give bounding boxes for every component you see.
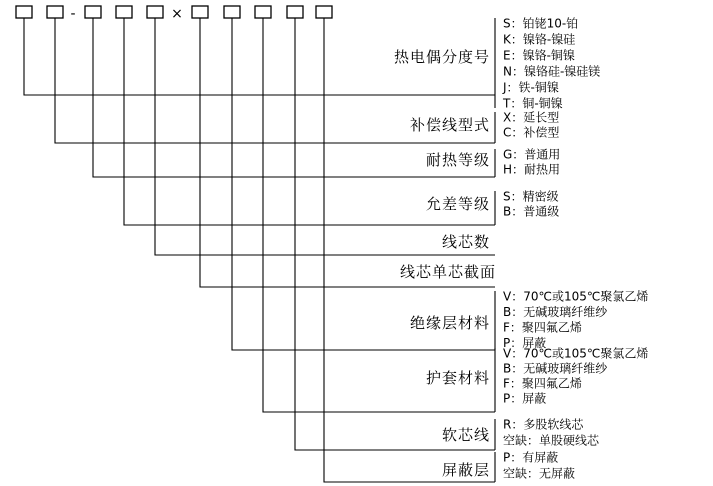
option-item: B：无碱玻璃纤维纱 (503, 361, 608, 376)
field-group-2 (55, 18, 559, 143)
option-item: G：普通用 (503, 147, 561, 162)
option-item: X：延长型 (503, 110, 560, 125)
option-item: N：镍铬硅-镍硅镁 (503, 64, 601, 79)
code-box-6 (192, 6, 208, 18)
category-label: 补偿线型式 (409, 116, 490, 134)
option-item: K：镍铬-镍硅 (503, 32, 576, 47)
category-label: 热电偶分度号 (393, 48, 490, 66)
times-separator: × (171, 6, 183, 22)
code-box-5 (147, 6, 163, 18)
category-label: 耐热等级 (425, 151, 490, 169)
option-item: F：聚四氟乙烯 (503, 376, 582, 391)
dash-separator: - (70, 6, 76, 22)
category-label: 线芯单芯截面 (399, 263, 496, 281)
code-box-4 (116, 6, 132, 18)
leader-line (263, 18, 495, 412)
code-box-3 (85, 6, 101, 18)
field-group-4 (124, 18, 559, 225)
option-item: R：多股软线芯 (503, 417, 584, 432)
option-item: B：普通级 (503, 204, 560, 219)
option-item: J：铁-铜镍 (503, 80, 559, 95)
option-item: P：屏蔽 (503, 391, 547, 406)
option-item: B：无碱玻璃纤维纱 (503, 305, 608, 319)
code-box-9 (287, 6, 303, 18)
option-item: T：铜-铜镍 (503, 96, 563, 111)
category-label: 绝缘层材料 (409, 314, 490, 332)
option-item: P：屏蔽 (503, 336, 547, 350)
code-box-7 (224, 6, 240, 18)
field-group-3 (93, 18, 560, 177)
option-item: P：有屏蔽 (503, 450, 559, 465)
category-label: 允差等级 (425, 195, 490, 213)
category-label: 软芯线 (441, 426, 490, 444)
option-item: 空缺：无屏蔽 (503, 466, 576, 481)
option-item: S：铂铑10-铂 (503, 16, 579, 31)
option-item: F：聚四氟乙烯 (503, 320, 582, 335)
code-boxes (16, 6, 332, 22)
option-item: C：补偿型 (503, 125, 560, 140)
code-box-10 (316, 6, 332, 18)
leader-line (232, 18, 495, 350)
code-box-1 (16, 6, 32, 18)
category-label: 护套材料 (425, 369, 490, 387)
option-item: 空缺：单股硬线芯 (503, 433, 600, 448)
option-item: H：耐热用 (503, 162, 561, 177)
option-item: V：70℃或105℃聚氯乙烯 (503, 346, 649, 361)
option-item: S：精密级 (503, 189, 559, 204)
option-item: E：镍铬-铜镍 (503, 48, 575, 63)
code-box-8 (255, 6, 271, 18)
category-label: 线芯数 (441, 233, 490, 251)
field-group-1 (24, 16, 600, 111)
category-label: 屏蔽层 (441, 461, 490, 479)
option-item: V：70℃或105℃聚氯乙烯 (503, 289, 649, 304)
code-box-2 (47, 6, 63, 18)
